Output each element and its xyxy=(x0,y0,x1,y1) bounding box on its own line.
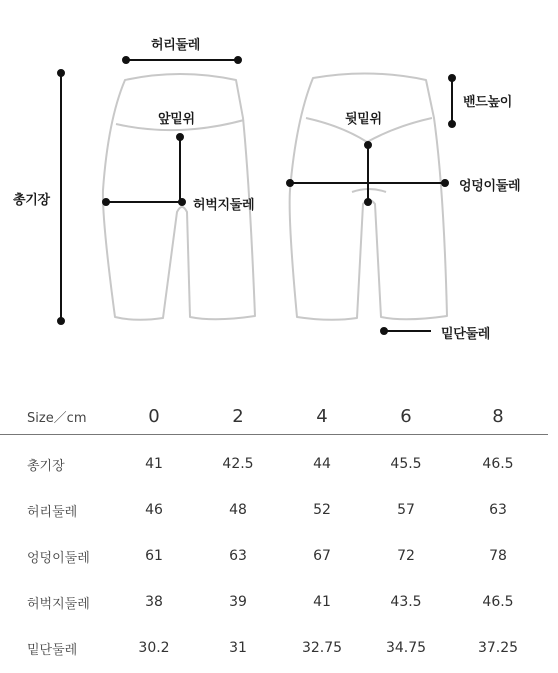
table-cell: 30.2 xyxy=(138,640,170,656)
table-cell: 45.5 xyxy=(390,456,422,472)
table-row xyxy=(0,435,548,488)
label-thigh: 허벅지둘레 xyxy=(193,198,255,213)
hip-dot-right xyxy=(442,180,448,186)
table-cell: 39 xyxy=(229,594,247,610)
size-header-row xyxy=(0,398,548,435)
row-label: 엉덩이둘레 xyxy=(27,550,90,566)
label-back-rise: 뒷밑위 xyxy=(345,112,382,127)
band-height-dot-bottom xyxy=(449,121,455,127)
table-cell: 63 xyxy=(489,502,507,518)
back-rise-dot-bottom xyxy=(365,199,371,205)
table-cell: 31 xyxy=(229,640,247,656)
hip-dot-left xyxy=(287,180,293,186)
total-length-dot-top xyxy=(58,70,64,76)
size-header-cell: 0 xyxy=(112,398,196,435)
label-band-height: 밴드높이 xyxy=(463,95,513,110)
size-table xyxy=(0,398,548,671)
table-cell: 48 xyxy=(229,502,247,518)
label-front-rise: 앞밑위 xyxy=(158,112,195,127)
label-hip: 엉덩이둘레 xyxy=(459,179,521,194)
total-length-dot-bottom xyxy=(58,318,64,324)
table-cell: 42.5 xyxy=(222,456,254,472)
size-header-cell: 6 xyxy=(364,398,448,435)
row-label: 허벅지둘레 xyxy=(27,596,90,612)
waist-dot-right xyxy=(235,57,241,63)
table-cell: 41 xyxy=(313,594,331,610)
table-cell: 44 xyxy=(313,456,331,472)
table-cell: 38 xyxy=(145,594,163,610)
table-row xyxy=(0,579,548,625)
back-rise-dot-top xyxy=(365,142,371,148)
table-cell: 34.75 xyxy=(385,640,427,656)
table-cell: 67 xyxy=(313,548,331,564)
size-header-label: Size／cm xyxy=(0,398,112,435)
thigh-dot-right xyxy=(179,199,185,205)
table-cell: 46.5 xyxy=(482,456,514,472)
hem-dot xyxy=(381,328,387,334)
table-cell: 43.5 xyxy=(390,594,422,610)
table-row xyxy=(0,625,548,671)
size-header-cell: 4 xyxy=(280,398,364,435)
table-row xyxy=(0,487,548,533)
size-header-cell: 8 xyxy=(448,398,548,435)
band-height-dot-top xyxy=(449,75,455,81)
table-cell: 57 xyxy=(397,502,415,518)
table-cell: 63 xyxy=(229,548,247,564)
table-cell: 78 xyxy=(489,548,507,564)
table-cell: 46.5 xyxy=(482,594,514,610)
size-header-cell: 2 xyxy=(196,398,280,435)
label-hem: 밑단둘레 xyxy=(441,327,491,342)
row-label: 밑단둘레 xyxy=(27,642,78,658)
table-cell: 32.75 xyxy=(301,640,343,656)
row-label: 총기장 xyxy=(27,458,65,474)
table-cell: 61 xyxy=(145,548,163,564)
table-cell: 46 xyxy=(145,502,163,518)
row-label: 허리둘레 xyxy=(27,504,78,520)
waist-dot-left xyxy=(123,57,129,63)
label-total-length: 총기장 xyxy=(13,193,50,208)
table-cell: 52 xyxy=(313,502,331,518)
table-row xyxy=(0,533,548,579)
thigh-dot-left xyxy=(103,199,109,205)
label-waist: 허리둘레 xyxy=(151,38,201,53)
table-cell: 41 xyxy=(145,456,163,472)
table-cell: 72 xyxy=(397,548,415,564)
table-cell: 37.25 xyxy=(477,640,519,656)
front-rise-dot xyxy=(177,134,183,140)
